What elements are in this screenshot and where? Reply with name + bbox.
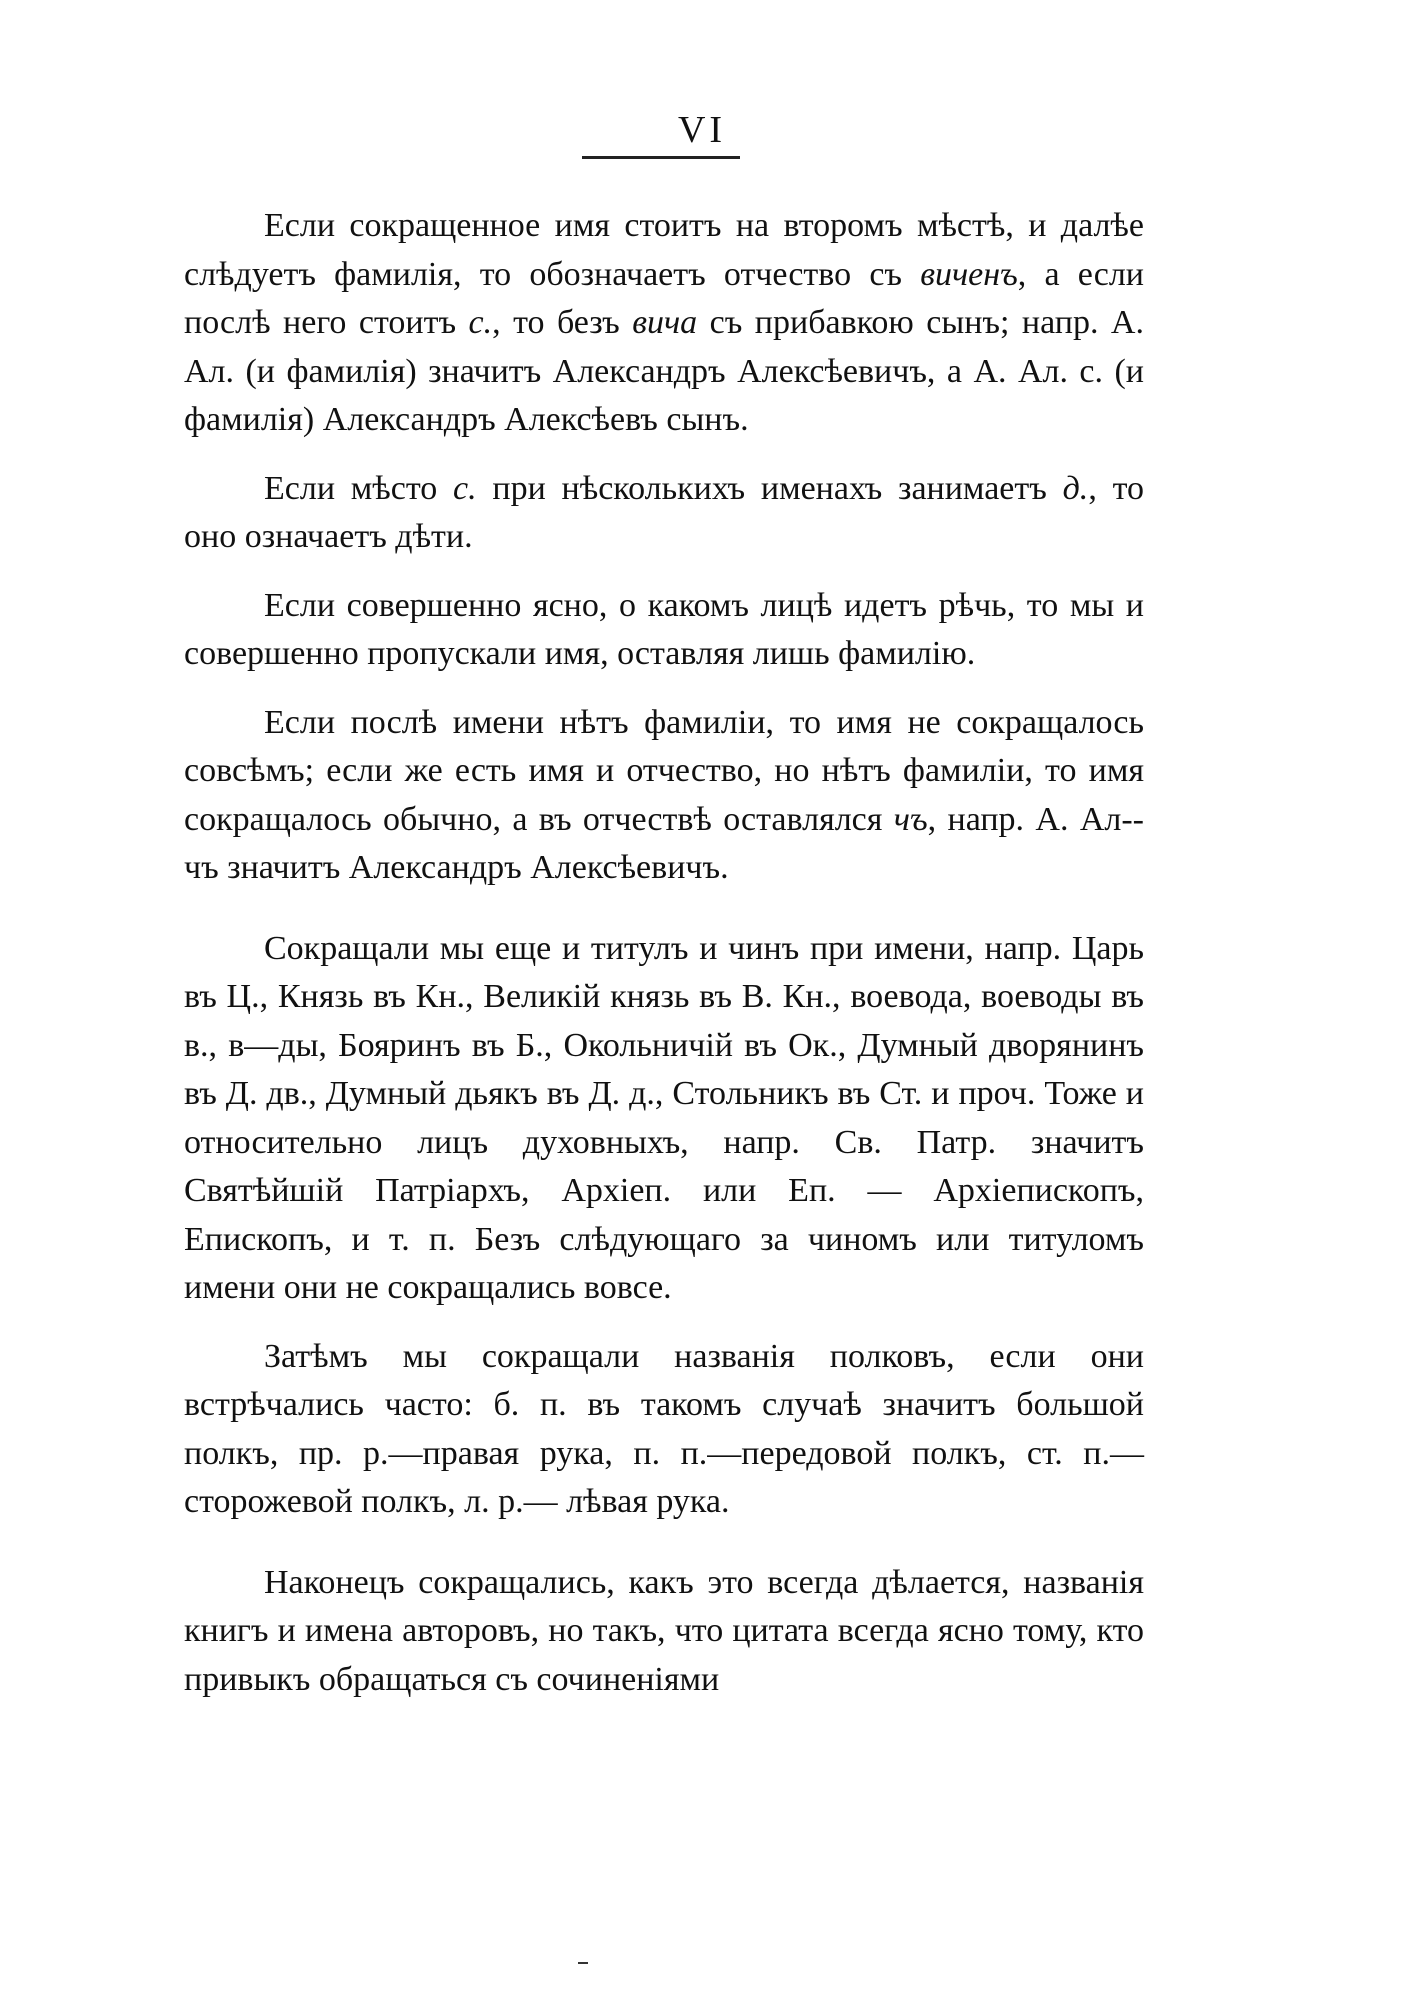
text-run: Сокращали мы еще и титулъ и чинъ при имени, напр. Царь въ Ц., Князь въ Кн., Великій князь въ В. Кн., воевода, воеводы въ в., в—ды, Бояринъ въ Б., Окольничій въ Ок., Думный дворянинъ въ Д. дв., Думный дьякъ въ Д. д., Стольникъ въ Ст. и проч. Тоже и относительно лицъ духовныхъ, напр. Св. Патр. значитъ Святѣйшій Патріархъ, Архіеп. или Еп. — Архіепископъ, Епископъ, и т. п. Безъ слѣдующаго за чиномъ или титуломъ имени они не сокращались вовсе.: [184, 929, 1144, 1306]
paragraph: [184, 202, 1144, 445]
text-run: Если послѣ имени нѣтъ фамиліи, то имя не сокращалось совсѣмъ; если же есть имя и отчество, но нѣтъ фамиліи, то имя сокращалось обычно, а въ отчествѣ оставлялся: [184, 703, 1144, 838]
paragraph: [184, 1333, 1144, 1527]
text-run: Если сокращенное имя стоитъ на второмъ мѣстѣ, и далѣе слѣдуетъ фамилія, то обозначаетъ отчество съ: [184, 207, 1144, 293]
text-run: Затѣмъ мы сокращали названія полковъ, если они встрѣчались часто: б. п. въ такомъ случаѣ значитъ большой полкъ, пр. р.—правая рука, п. п.—передовой полкъ, ст. п.—сторожевой полкъ, л. р.— лѣвая рука.: [184, 1337, 1144, 1520]
text-run: при нѣсколькихъ именахъ занимаетъ: [476, 469, 1063, 507]
text-run: , то оно означаетъ дѣти.: [184, 469, 1144, 555]
text-run: , напр. А. Ал--чъ значитъ Александръ Алексѣевичъ.: [184, 800, 1144, 886]
paragraph: [184, 925, 1144, 1313]
text-run: , а если послѣ него стоитъ: [184, 255, 1144, 341]
italic-run: д.: [1062, 469, 1089, 507]
italic-run: чъ: [893, 800, 928, 838]
italic-run: виченъ: [920, 255, 1018, 293]
page-mark: [578, 1962, 588, 1964]
header-rule: [582, 156, 740, 159]
body-text: [184, 202, 1144, 1724]
text-run: , то безъ: [492, 304, 633, 341]
text-run: Если мѣсто: [264, 469, 454, 507]
italic-run: с.: [453, 469, 477, 507]
paragraph: [184, 465, 1144, 562]
italic-run: с.: [468, 304, 493, 341]
text-run: съ прибавкою сынъ; напр. А. Ал. (и фамилія) значитъ Александръ Алексѣевичъ, а А. Ал. с. (и фамилія) Александръ Алексѣевъ сынъ.: [184, 304, 1144, 438]
italic-run: вича: [632, 304, 698, 341]
paragraph: [184, 582, 1144, 679]
paragraph: [184, 699, 1144, 893]
paragraph: [184, 1559, 1144, 1705]
text-run: Наконецъ сокращались, какъ это всегда дѣлается, названія книгъ и имена авторовъ, но такъ, что цитата всегда ясно тому, кто привыкъ обращаться съ сочиненіями: [184, 1563, 1144, 1698]
page-number: VI: [677, 109, 727, 151]
text-run: Если совершенно ясно, о какомъ лицѣ идетъ рѣчь, то мы и совершенно пропускали имя, оставляя лишь фамилію.: [184, 586, 1144, 672]
